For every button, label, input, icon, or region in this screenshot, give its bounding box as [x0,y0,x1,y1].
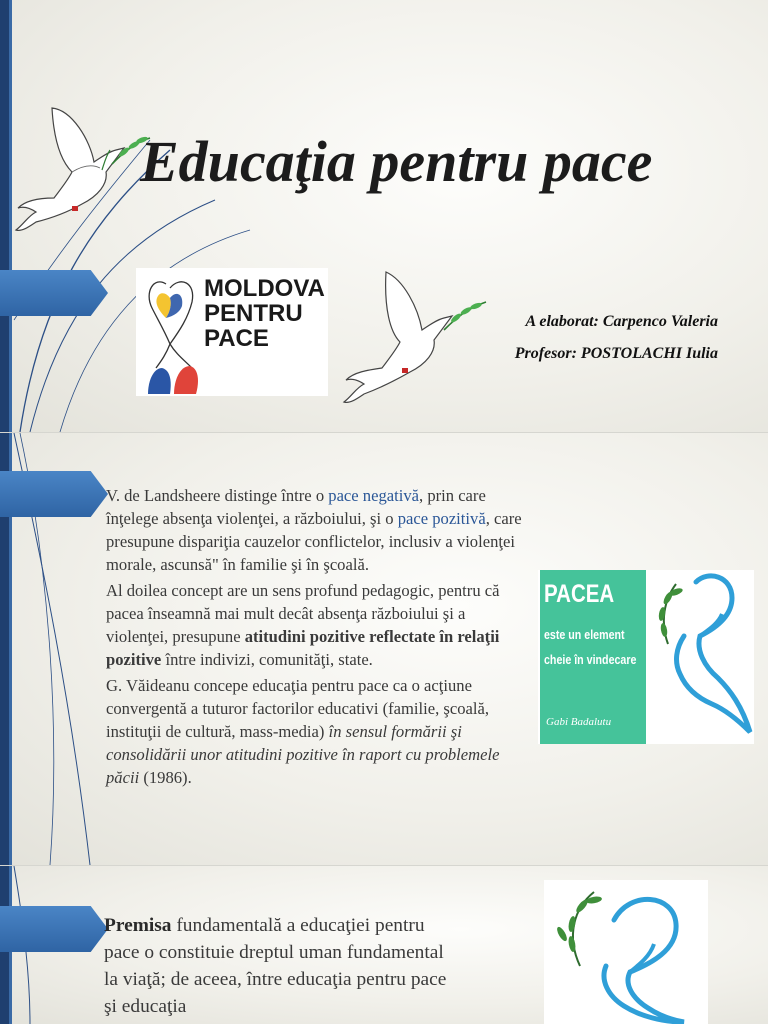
teacher-line: Profesor: POSTOLACHI Iulia [514,345,718,362]
premisa-body: fundamentală a educaţiei pentru pace o constituie dreptul uman fundamental la viaţă; de aceea, între educaţia pentru pace şi educaţia [104,915,447,1017]
pacea-signature: Gabi Badalutu [546,716,612,728]
dove-icon [646,570,754,744]
paragraph-vaideanu [106,674,526,789]
pacea-title: PACEA [544,580,615,608]
paragraph-second-concept [106,579,526,671]
chevron-marker [0,471,108,517]
dove-icon [340,268,490,408]
paragraph-landsheere [106,484,526,576]
pacea-line2: cheie în vindecare [544,652,637,667]
premisa-bold: Premisa [104,915,172,936]
pacea-subtitle [544,622,642,672]
slide-title [0,0,768,432]
definitions-text [106,484,526,792]
link-pace-negativa[interactable]: pace negativă [328,486,420,505]
text-run: , care presupune dispariţia cauzelor conflictelor, inclusiv a violenţei morale, ascunsă" în familie şi în şcoală. [106,509,522,574]
chevron-marker [0,270,108,316]
link-pace-pozitiva[interactable]: pace pozitivă [397,509,486,528]
text-run: G. Văideanu concepe educaţia pentru pace ca o acţiune convergentă a tuturor factorilor educativi (familie, şcoală, instituţii de cultură, mass-media) [106,676,490,741]
pacea-image [538,570,754,744]
logo-line2: PENTRU [204,300,303,327]
dove-heart-image [544,880,708,1024]
text-run-italic: în sensul formării şi consolidării unor atitudini pozitive în raport cu problemele păcii [106,722,500,787]
chevron-marker [0,906,108,952]
text-run: Al doilea concept are un sens profund pedagogic, pentru că pacea înseamnă mai mult decât absenţa războiului şi a violenţei, presupune [106,581,500,646]
text-run: (1986). [139,768,192,787]
text-run-bold: atitudini pozitive reflectate în relaţii pozitive [106,627,500,669]
credits [515,306,718,370]
logo-line1: MOLDOVA [204,275,325,302]
author-line: A elaborat: Carpenco Valeria [525,313,718,330]
text-run: , prin care înţelege absenţa violenţei, a războiului, şi o [106,486,486,528]
dove-icon [12,100,152,240]
slide-title-heading: Educaţia pentru pace [140,129,653,194]
text-run: între indivizi, comunităţi, state. [161,650,373,669]
logo-line3: PACE [204,325,269,352]
pacea-line1: este un element [544,627,625,642]
premisa-text [104,912,454,1020]
moldova-pentru-pace-logo [136,268,328,396]
heart-icon [140,268,210,396]
pacea-green-panel [540,570,646,744]
logo-text [204,276,325,351]
text-run: V. de Landsheere distinge între o [106,486,329,505]
dove-icon [544,880,708,1024]
